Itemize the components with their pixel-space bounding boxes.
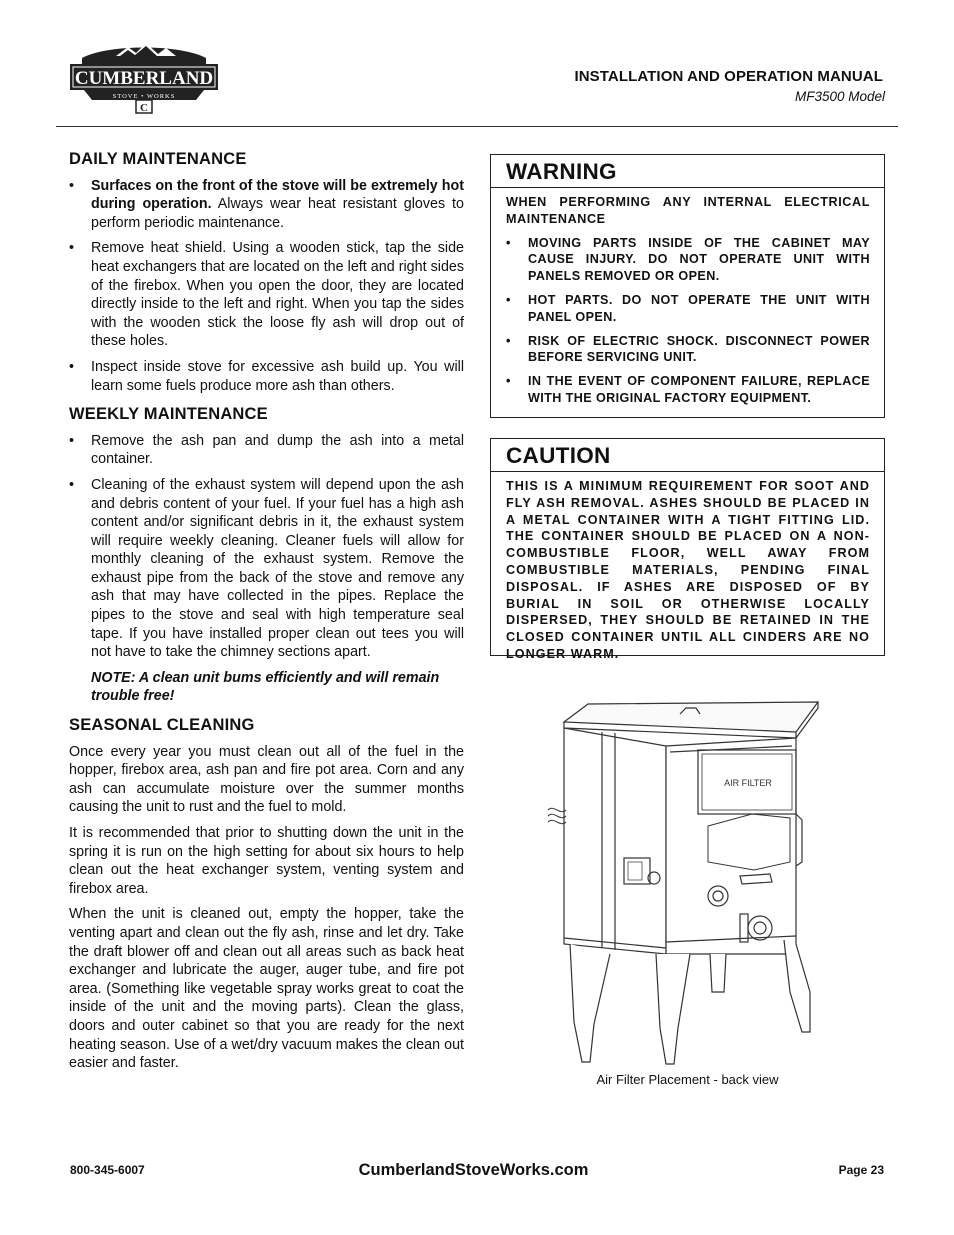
figure-caption: Air Filter Placement - back view <box>596 1072 779 1087</box>
daily-maintenance-heading: DAILY MAINTENANCE <box>69 150 247 168</box>
weekly-list <box>69 432 464 662</box>
footer-website: CumberlandStoveWorks.com <box>358 1161 589 1179</box>
seasonal-paragraph-2: It is recommended that prior to shutting down the unit in the spring it is run on the high setting for about six hours to help clean out the heat exchanger system, venting system and firebox area. <box>69 825 464 897</box>
logo-mark: C <box>140 102 148 114</box>
header-divider <box>56 126 898 127</box>
warning-box <box>490 154 885 418</box>
weekly-maintenance-heading: WEEKLY MAINTENANCE <box>69 405 268 424</box>
daily-list <box>69 177 464 396</box>
manual-title: INSTALLATION AND OPERATION MANUAL <box>574 68 883 85</box>
list-item: • Inspect inside stove for excessive ash build up. You will learn some fuels produce more ash than others. <box>69 358 464 395</box>
logo-sub: STOVE • WORKS <box>112 93 176 100</box>
footer-phone: 800-345-6007 <box>70 1163 145 1177</box>
list-item: • MOVING PARTS INSIDE OF THE CABINET MAY CAUSE INJURY. DO NOT OPERATE UNIT WITH PANELS REMOVED OR OPEN. <box>506 235 870 285</box>
logo-brand: CUMBERLAND <box>74 68 214 89</box>
daily-item-1-rest: Always wear heat resistant gloves to perform periodic maintenance. <box>91 196 464 231</box>
list-item: • Cleaning of the exhaust system will depend upon the ash and debris content of your fuel. If your fuel has a high ash content and/or significant debris in it, the exhaust system will require weekly cleaning. Cleaner fuels will allow for monthly cleaning of the exhaust system. Remove the exhaust pipe from the back of the stove and remove any ash that may have collected in the pipes. Replace the pipes to the stove and seal with high temperature seal tape. If you have installed proper clean out tees you will not have to take the chimney sections apart. <box>69 476 464 662</box>
warning-title: WARNING <box>491 155 884 188</box>
list-item: • IN THE EVENT OF COMPONENT FAILURE, REPLACE WITH THE ORIGINAL FACTORY EQUIPMENT. <box>506 373 870 407</box>
stove-back-view-illustration <box>540 692 830 1068</box>
caution-box <box>490 438 885 661</box>
warning-list <box>506 235 870 407</box>
seasonal-paragraph-3: When the unit is cleaned out, empty the hopper, take the venting apart and clean out the fly ash, rinse and let dry. Take the draft blower off and clean out all areas such as back heat exchanger and lubricate the auger, auger tube, and fire pot area. (Something like vegetable spray works great to coat the inside of the unit and the moving parts). Clean the glass, doors and outer cabinet so that you are ready for the next heating season. Use of a wet/dry vacuum makes the clean out easier and faster. <box>69 906 464 1072</box>
list-item: • Remove heat shield. Using a wooden stick, tap the side heat exchangers that are located on the left and right sides of the firebox. When you open the door, they are located directly inside to the left and right. When you tap the sides with the wooden stick the loose fly ash will drop out of these holes. <box>69 239 464 351</box>
cumberland-logo <box>68 38 220 116</box>
seasonal-paragraph-1: Once every year you must clean out all of the fuel in the hopper, firebox area, ash pan and fire pot area. Corn and any ash can accumulate moisture over the summer months causing the unit to rust and the fuel to mold. <box>69 743 464 816</box>
footer-page-number: Page 23 <box>838 1163 884 1177</box>
left-column <box>69 150 464 1080</box>
seasonal-cleaning-heading: SEASONAL CLEANING <box>69 716 255 735</box>
caution-body: THIS IS A MINIMUM REQUIREMENT FOR SOOT AND FLY ASH REMOVAL. ASHES SHOULD BE PLACED IN A METAL CONTAINER WITH A TIGHT FITTING LID. THE CONTAINER SHOULD BE PLACED ON A NON-COMBUSTIBLE FLOOR, WELL AWAY FROM COMBUSTIBLE MATERIALS, PENDING FINAL DISPOSAL. IF ASHES ARE DISPOSED OF BY BURIAL IN SOIL OR OTHERWISE LOCALLY DISPERSED, THEY SHOULD BE RETAINED IN THE CLOSED CONTAINER UNTIL ALL CINDERS ARE NO LONGER WARM. <box>506 479 870 661</box>
clean-unit-note: NOTE: A clean unit bums efficiently and will remain trouble free! <box>91 669 440 705</box>
model-name: MF3500 Model <box>794 89 885 104</box>
list-item <box>69 177 464 233</box>
air-filter-label: AIR FILTER <box>724 778 772 788</box>
list-item: • Remove the ash pan and dump the ash into a metal container. <box>69 432 464 469</box>
list-item: • RISK OF ELECTRIC SHOCK. DISCONNECT POWER BEFORE SERVICING UNIT. <box>506 333 870 367</box>
warning-intro: WHEN PERFORMING ANY INTERNAL ELECTRICAL MAINTENANCE <box>506 195 870 226</box>
list-item: • HOT PARTS. DO NOT OPERATE THE UNIT WITH PANEL OPEN. <box>506 292 870 326</box>
caution-title: CAUTION <box>491 439 884 472</box>
daily-item-1-bold: Surfaces on the front of the stove will be extremely hot during operation. <box>91 177 464 213</box>
